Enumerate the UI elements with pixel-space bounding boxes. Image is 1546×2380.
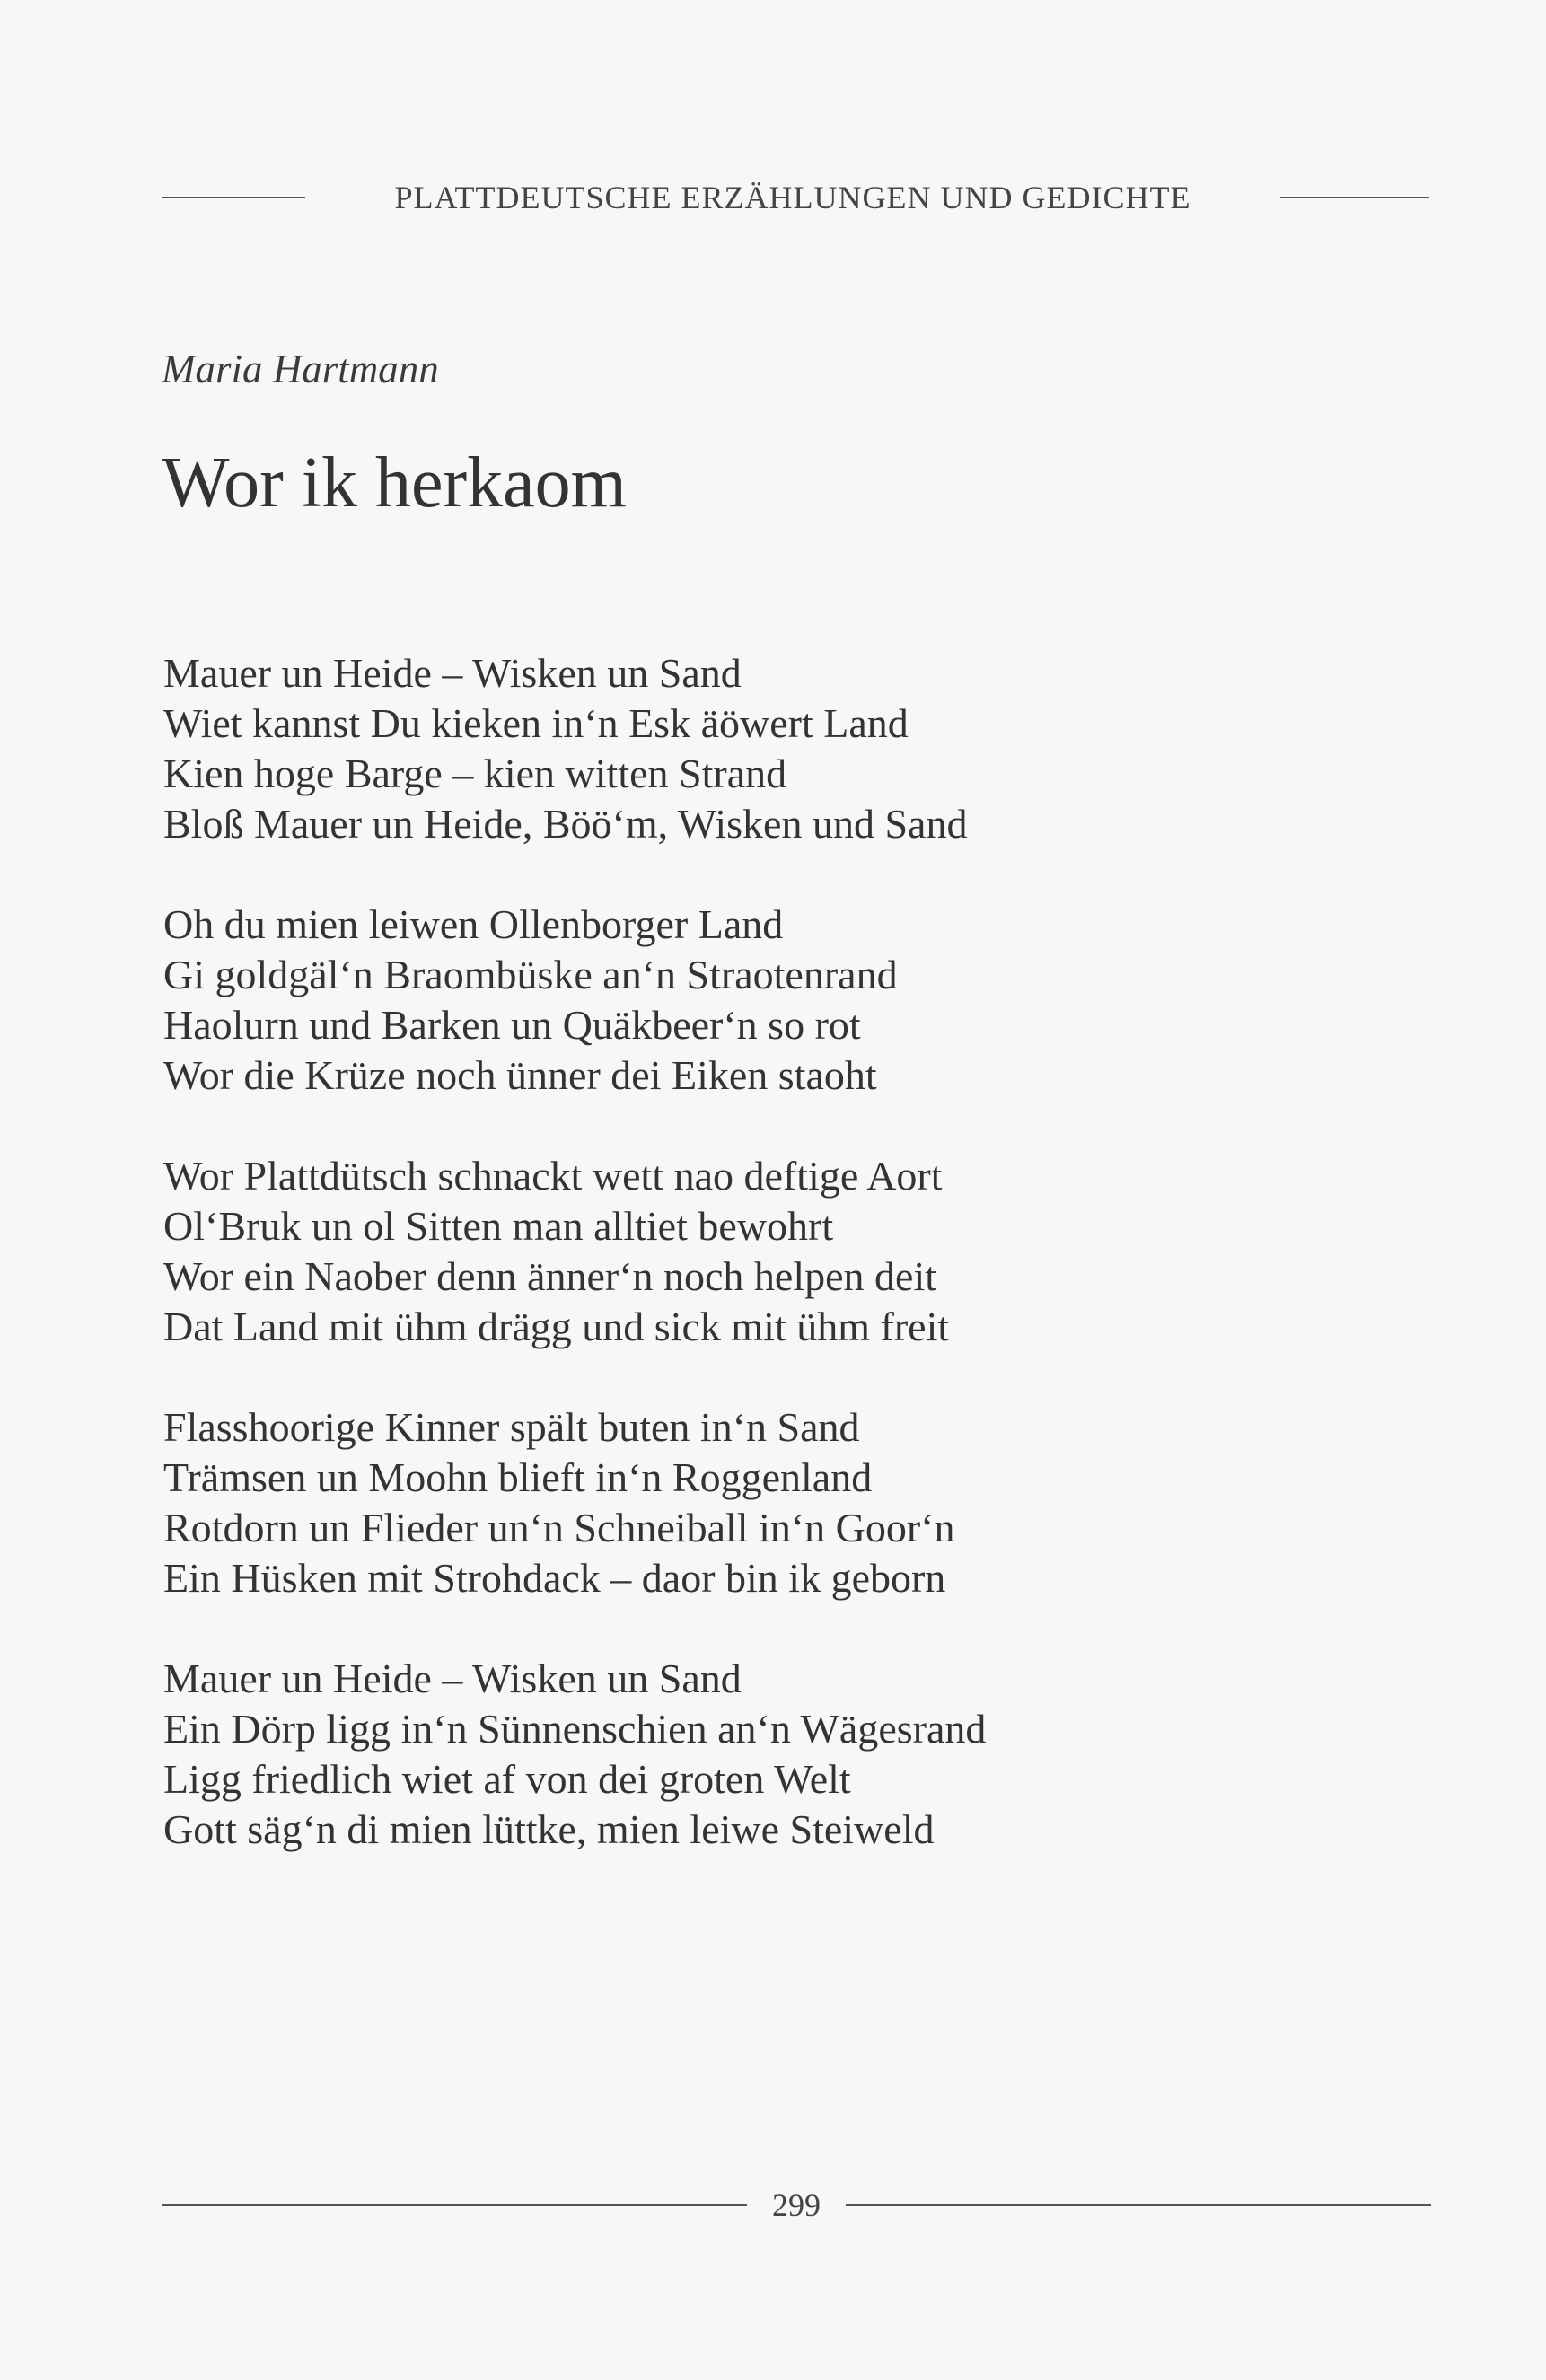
poem-line: Wor Plattdütsch schnackt wett nao deftige Aort	[163, 1153, 943, 1199]
poem-title: Wor ik herkaom	[162, 444, 627, 523]
poem-line: Bloß Mauer un Heide, Böö‘m, Wisken und Sand	[163, 801, 968, 847]
poem-line: Ein Hüsken mit Strohdack – daor bin ik geborn	[163, 1555, 946, 1601]
poem-line: Oh du mien leiwen Ollenborger Land	[163, 901, 784, 947]
header-rule-left	[162, 197, 305, 198]
stanza-3	[163, 1151, 1331, 1352]
page-number: 299	[772, 2187, 821, 2223]
poem-line: Rotdorn un Flieder un‘n Schneiball in‘n Goor‘n	[163, 1505, 955, 1550]
poem-line: Mauer un Heide – Wisken un Sand	[163, 1655, 742, 1701]
poem-body	[163, 648, 1331, 1905]
poem-line: Ol‘Bruk un ol Sitten man alltiet bewohrt	[163, 1203, 834, 1249]
stanza-1	[163, 648, 1331, 849]
stanza-2	[163, 900, 1331, 1101]
poem-line: Ein Dörp ligg in‘n Sünnenschien an‘n Wägesrand	[163, 1706, 987, 1752]
poem-line: Trämsen un Moohn blieft in‘n Roggenland	[163, 1454, 873, 1500]
poem-line: Ligg friedlich wiet af von dei groten Welt	[163, 1756, 851, 1802]
poem-line: Wiet kannst Du kieken in‘n Esk äöwert Land	[163, 700, 909, 746]
poem-line: Wor ein Naober denn änner‘n noch helpen deit	[163, 1253, 937, 1299]
stanza-5	[163, 1654, 1331, 1855]
poem-line: Dat Land mit ühm drägg und sick mit ühm freit	[163, 1304, 950, 1349]
poem-line: Haolurn und Barken un Quäkbeer‘n so rot	[163, 1002, 861, 1048]
running-header-text: PLATTDEUTSCHE ERZÄHLUNGEN UND GEDICHTE	[394, 180, 1191, 215]
stanza-4	[163, 1402, 1331, 1603]
page-footer	[162, 2185, 1431, 2225]
poem-line: Wor die Krüze noch ünner dei Eiken staoht	[163, 1052, 877, 1098]
poem-line: Gi goldgäl‘n Braombüske an‘n Straotenrand	[163, 952, 898, 997]
poem-line: Kien hoge Barge – kien witten Strand	[163, 751, 787, 796]
author-name: Maria Hartmann	[162, 347, 439, 391]
footer-rule-left	[162, 2204, 747, 2206]
poem-line: Flasshoorige Kinner spält buten in‘n Sand	[163, 1404, 860, 1450]
footer-rule-right	[846, 2204, 1431, 2206]
poem-line: Gott säg‘n di mien lüttke, mien leiwe Steiweld	[163, 1806, 935, 1852]
poem-line: Mauer un Heide – Wisken un Sand	[163, 650, 742, 696]
running-header	[162, 178, 1429, 217]
header-rule-right	[1280, 197, 1429, 198]
